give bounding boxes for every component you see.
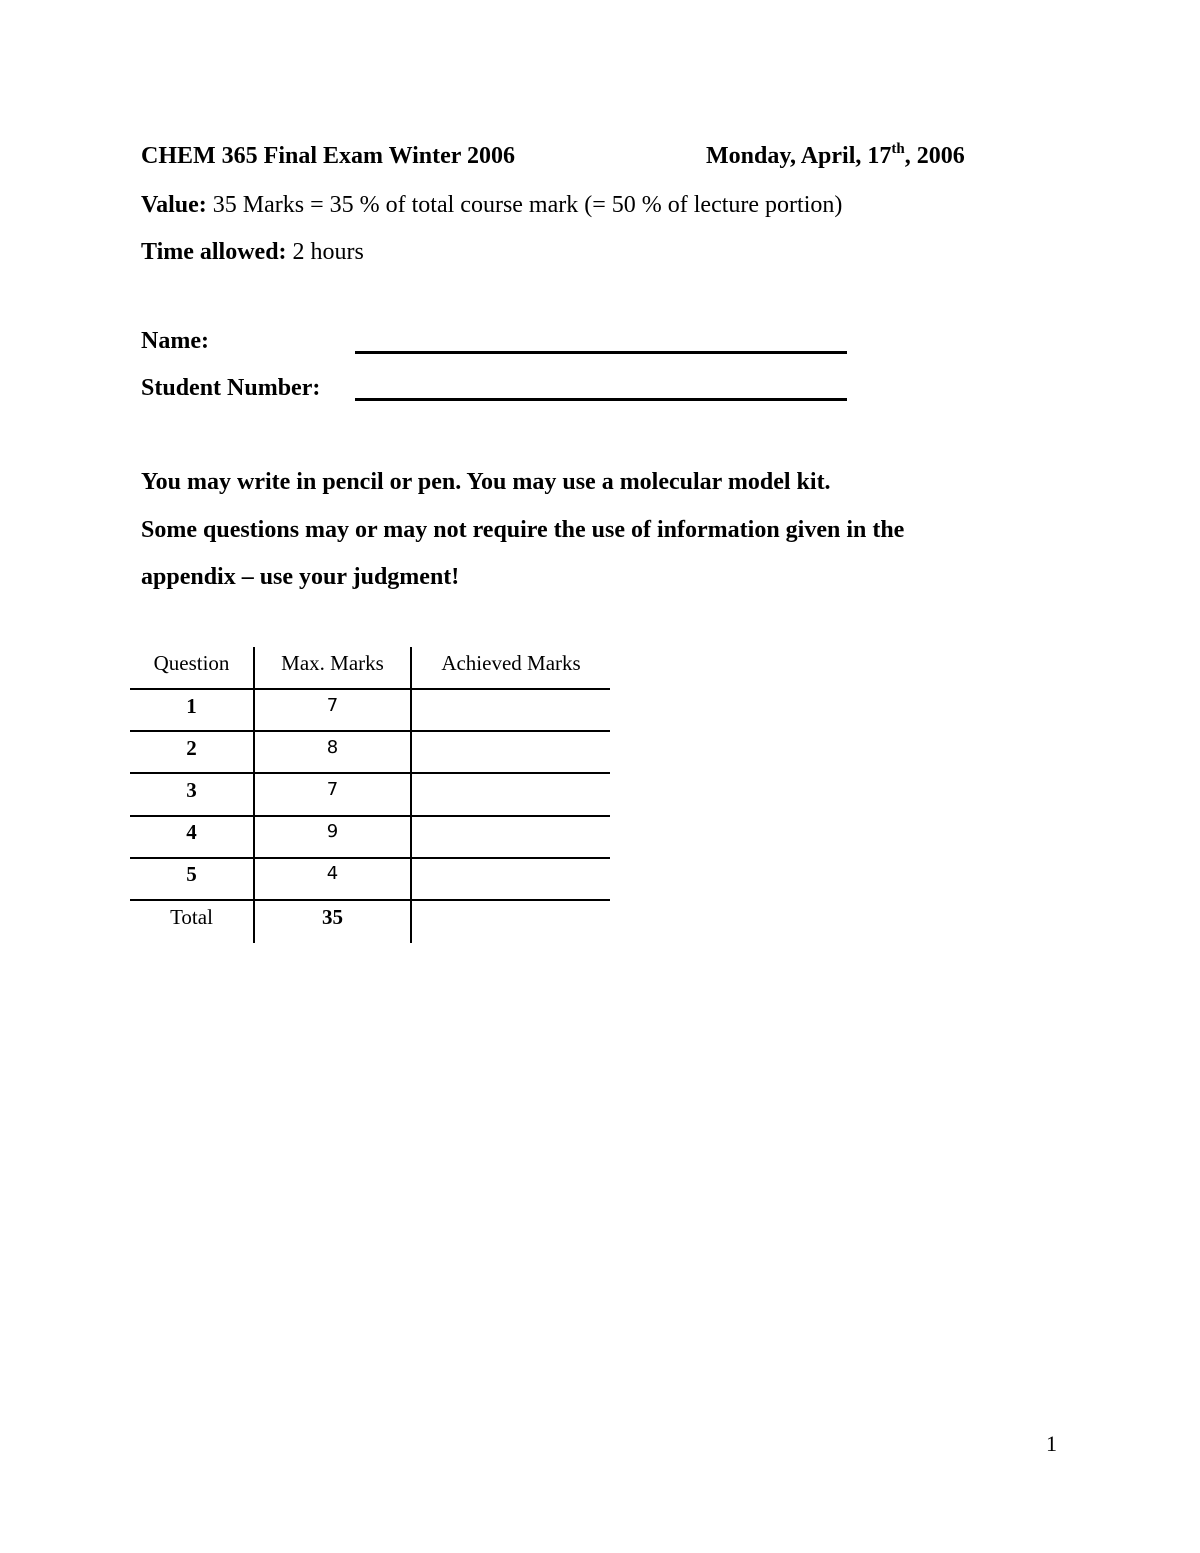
time-allowed-line [141,239,364,266]
page-number: 1 [1046,1431,1057,1456]
achieved-marks-cell[interactable] [412,859,610,889]
instruction-line: You may write in pencil or pen. You may use a molecular model kit. [141,469,831,495]
question-number: 1 [186,694,197,718]
total-max-marks: 35 [322,905,343,929]
value-text: 35 Marks = 35 % of total course mark (= 50 % of lecture portion) [206,192,843,218]
question-number: 2 [186,736,197,760]
time-label: Time allowed: [141,239,287,265]
name-field[interactable] [355,351,847,354]
table-header-max-marks: Max. Marks [281,651,384,675]
achieved-marks-cell[interactable] [412,817,610,847]
max-marks-value: 9 [326,821,339,842]
max-marks-value: 8 [326,737,339,758]
table-row-divider [130,688,610,690]
question-number: 4 [186,820,197,844]
total-achieved-marks-cell[interactable] [412,902,610,932]
value-line [141,192,842,219]
question-number: 5 [186,862,197,886]
max-marks-value: 7 [326,695,339,716]
table-header-achieved-marks: Achieved Marks [441,651,581,675]
name-label: Name: [141,328,209,354]
total-label: Total [170,905,213,929]
question-number: 3 [186,778,197,802]
marks-table [130,647,610,943]
max-marks-value: 7 [326,779,339,800]
instruction-line: appendix – use your judgment! [141,564,460,590]
table-header-question: Question [153,651,230,675]
exam-date-ordinal: th [891,141,905,157]
time-text: 2 hours [286,239,364,265]
exam-date [706,143,965,170]
student-number-label: Student Number: [141,375,321,401]
exam-date-main: Monday, April, 17 [706,143,892,169]
student-number-field[interactable] [355,398,847,401]
table-row-divider [130,730,610,732]
table-row-divider [130,772,610,774]
table-row-divider [130,899,610,901]
exam-date-year: , 2006 [904,143,965,169]
value-label: Value: [141,192,207,218]
instruction-line: Some questions may or may not require the use of information given in the [141,517,905,543]
max-marks-value: 4 [326,863,339,884]
achieved-marks-cell[interactable] [412,691,610,721]
achieved-marks-cell[interactable] [412,733,610,763]
exam-title: CHEM 365 Final Exam Winter 2006 [141,143,516,169]
achieved-marks-cell[interactable] [412,775,610,805]
